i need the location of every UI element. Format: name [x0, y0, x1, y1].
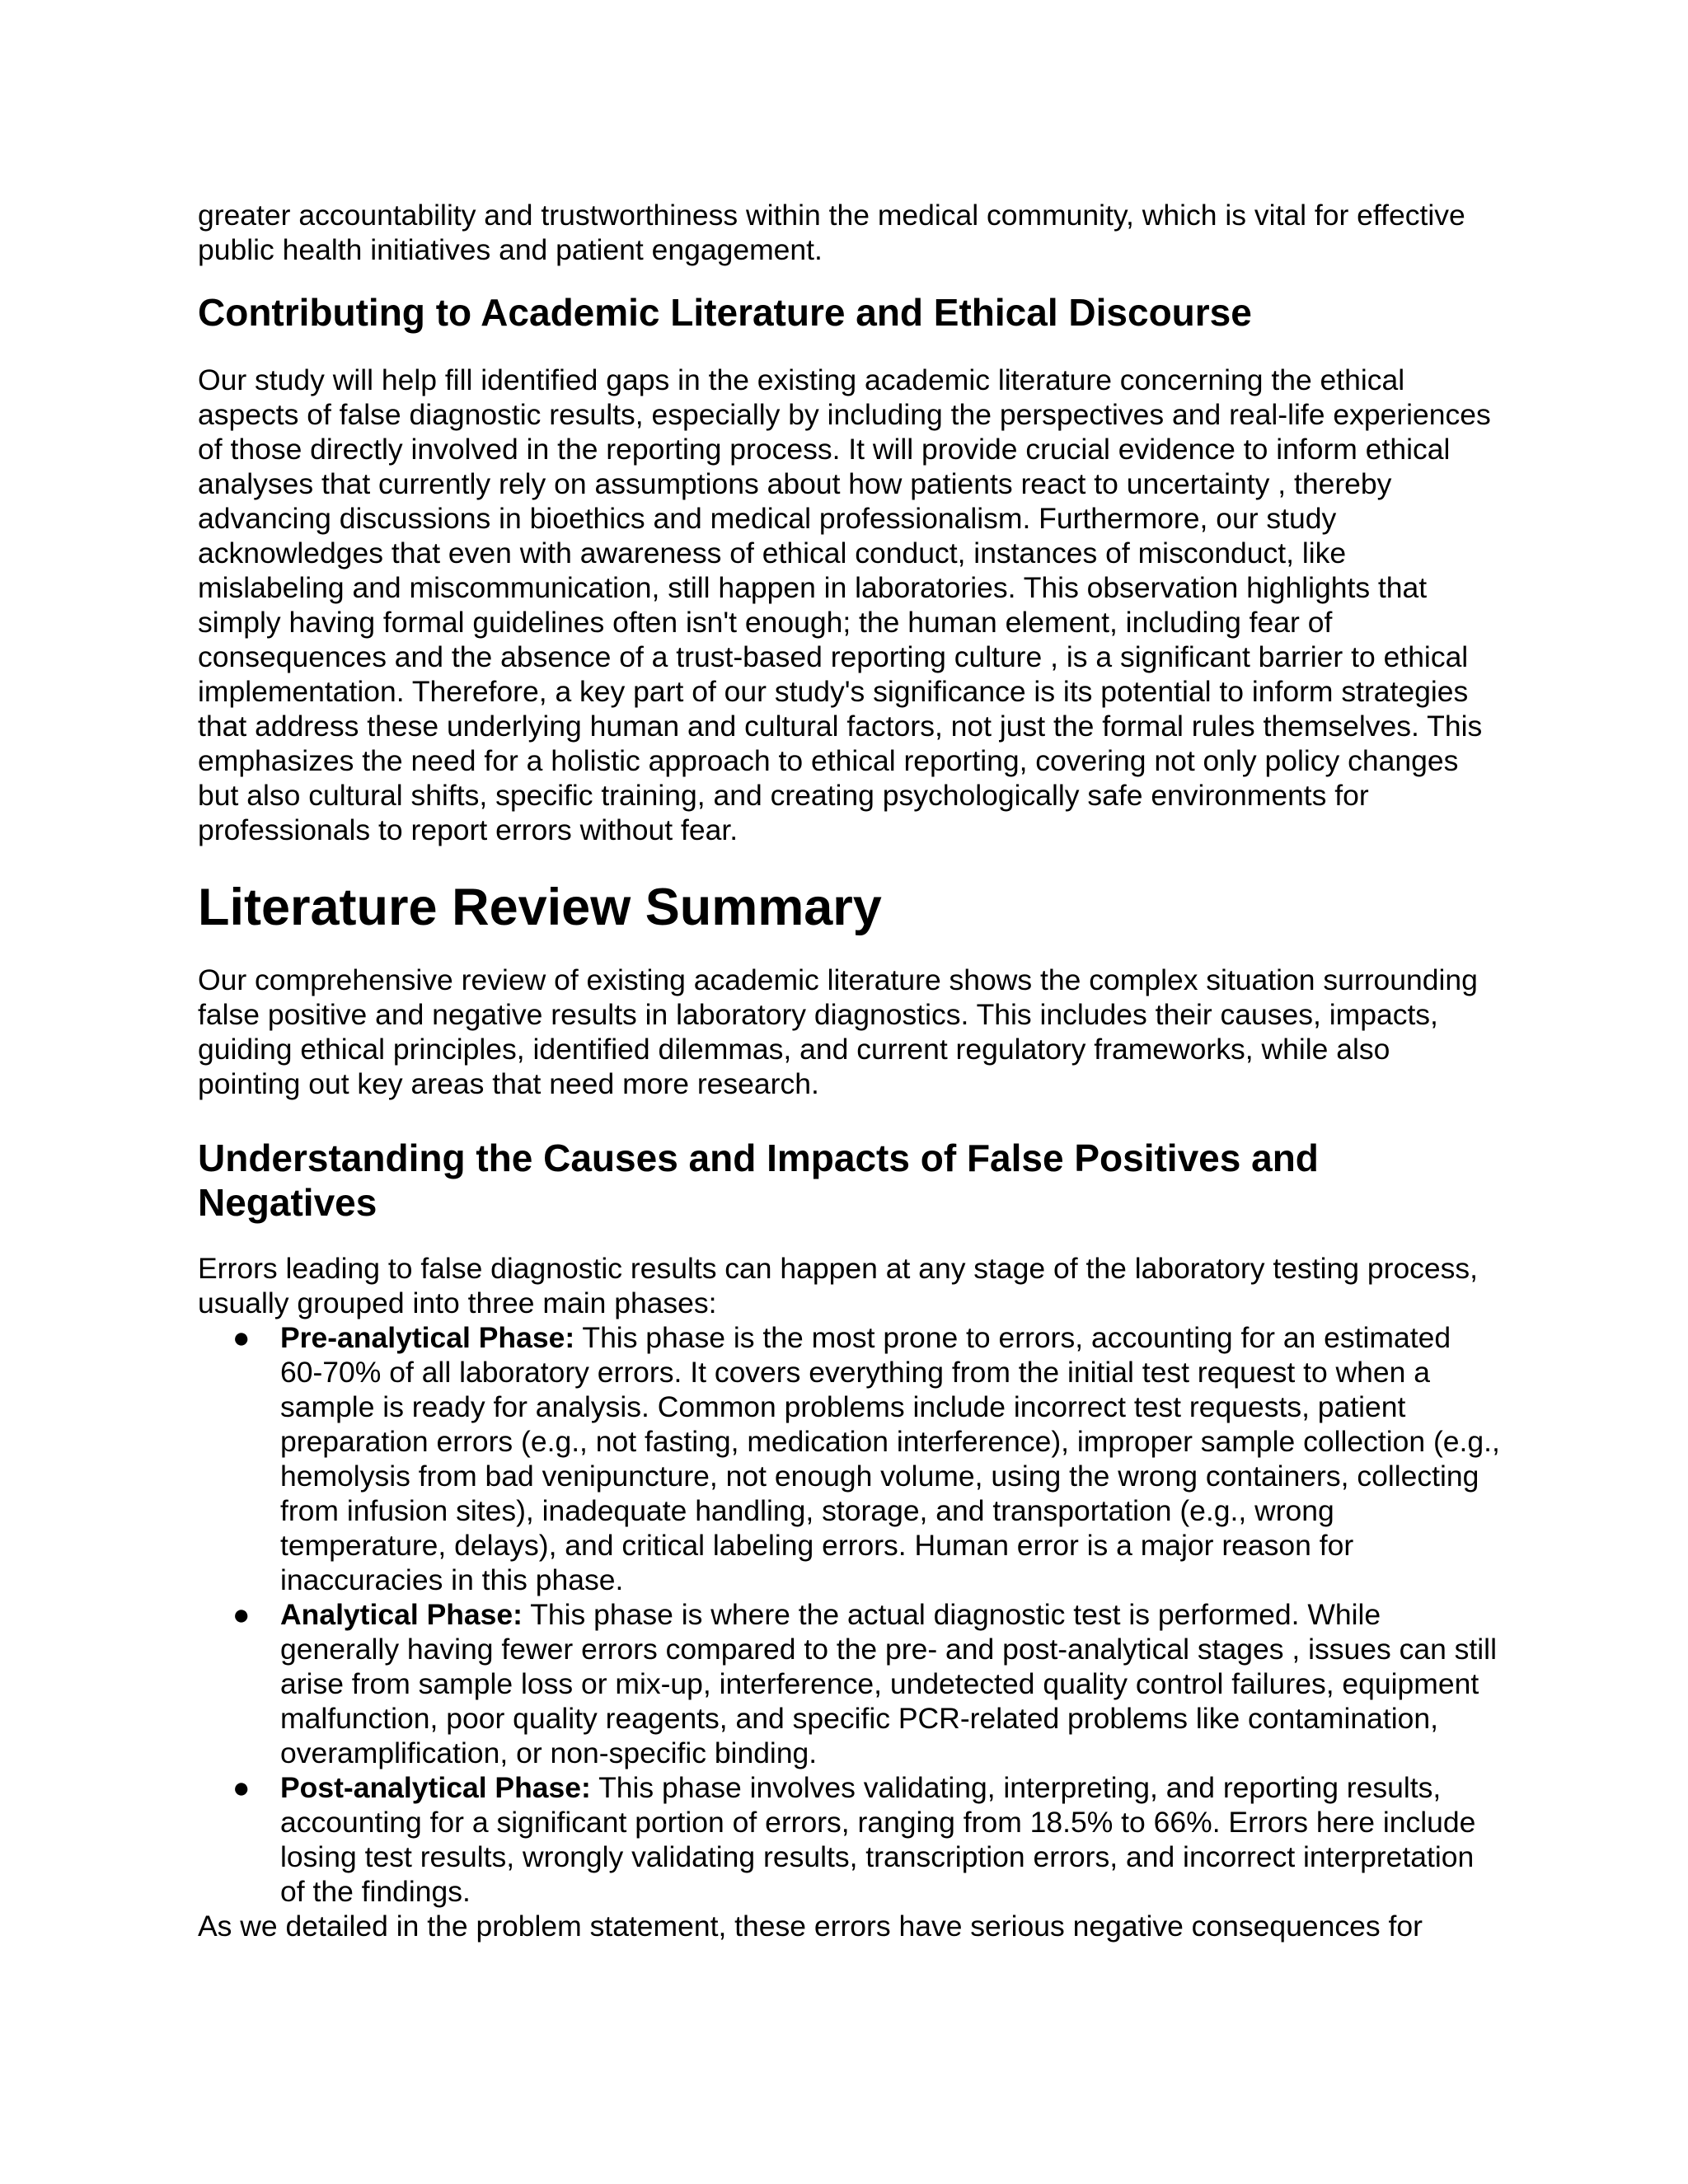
document-page — [198, 198, 1500, 1943]
list-item-pre-analytical — [198, 1320, 1500, 1597]
phase-text: This phase is the most prone to errors, accounting for an estimated 60-70% of all laboratory errors. It covers everything from the initial test request to when a sample is ready for analysis. Common problems include incorrect test requests, patient preparation errors (e.g., not fasting, medication interference), improper sample collection (e.g., hemolysis from bad venipuncture, not enough volume, using the wrong containers, collecting from infusion sites), inadequate handling, storage, and transportation (e.g., wrong temperature, delays), and critical labeling errors. Human error is a major reason for inaccuracies in this phase. — [280, 1321, 1500, 1596]
list-item-analytical — [198, 1597, 1500, 1770]
phase-title: Pre-analytical Phase: — [280, 1321, 575, 1354]
heading-literature-review: Literature Review Summary — [198, 879, 882, 936]
phase-title: Analytical Phase: — [280, 1598, 523, 1631]
phase-text: This phase is where the actual diagnostic test is performed. While generally having fewer errors compared to the pre- and post-analytical stages , issues can still arise from sample loss or mix-up, interference, undetected quality control failures, equipment malfunction, poor quality reagents, and specific PCR-related problems like contamination, overamplification, or non-specific binding. — [280, 1598, 1497, 1769]
closing-paragraph: As we detailed in the problem statement, these errors have serious negative consequences for — [198, 1910, 1423, 1943]
causes-intro-paragraph: Errors leading to false diagnostic results can happen at any stage of the laboratory testing process, usually grouped into three main phases: — [198, 1252, 1479, 1319]
phase-title: Post-analytical Phase: — [280, 1771, 591, 1804]
phases-list — [198, 1320, 1500, 1909]
phase-text: This phase involves validating, interpreting, and reporting results, accounting for a significant portion of errors, ranging from 18.5% to 66%. Errors here include losing test results, wrongly validating results, transcription errors, and incorrect interpretation of the findings. — [280, 1771, 1476, 1908]
contributing-paragraph: Our study will help fill identified gaps in the existing academic literature concerning the ethical aspects of false diagnostic results, especially by including the perspectives and real-life experiences of those directly involved in the reporting process. It will provide crucial evidence to inform ethical analyses that currently rely on assumptions about how patients react to uncertainty , thereby advancing discussions in bioethics and medical professionalism. Furthermore, our study acknowledges that even with awareness of ethical conduct, instances of misconduct, like mislabeling and miscommunication, still happen in laboratories. This observation highlights that simply having formal guidelines often isn't enough; the human element, including fear of consequences and the absence of a trust-based reporting culture , is a significant barrier to ethical implementation. Therefore, a key part of our study's significance is its potential to inform strategies that address these underlying human and cultural factors, not just the formal rules themselves. This emphasizes the need for a holistic approach to ethical reporting, covering not only policy changes but also cultural shifts, specific training, and creating psychologically safe environments for professionals to report errors without fear. — [198, 363, 1491, 846]
heading-contributing: Contributing to Academic Literature and Ethical Discourse — [198, 291, 1252, 334]
heading-causes-impacts: Understanding the Causes and Impacts of False Positives and Negatives — [198, 1137, 1319, 1224]
intro-paragraph: greater accountability and trustworthiness within the medical community, which is vital for effective public health initiatives and patient engagement. — [198, 199, 1465, 266]
bullet-icon: ● — [232, 1598, 251, 1631]
bullet-icon: ● — [232, 1321, 251, 1354]
list-item-post-analytical — [198, 1770, 1500, 1909]
literature-paragraph: Our comprehensive review of existing academic literature shows the complex situation surrounding false positive and negative results in laboratory diagnostics. This includes their causes, impacts, guiding ethical principles, identified dilemmas, and current regulatory frameworks, while also pointing out key areas that need more research. — [198, 963, 1478, 1100]
bullet-icon: ● — [232, 1771, 251, 1804]
